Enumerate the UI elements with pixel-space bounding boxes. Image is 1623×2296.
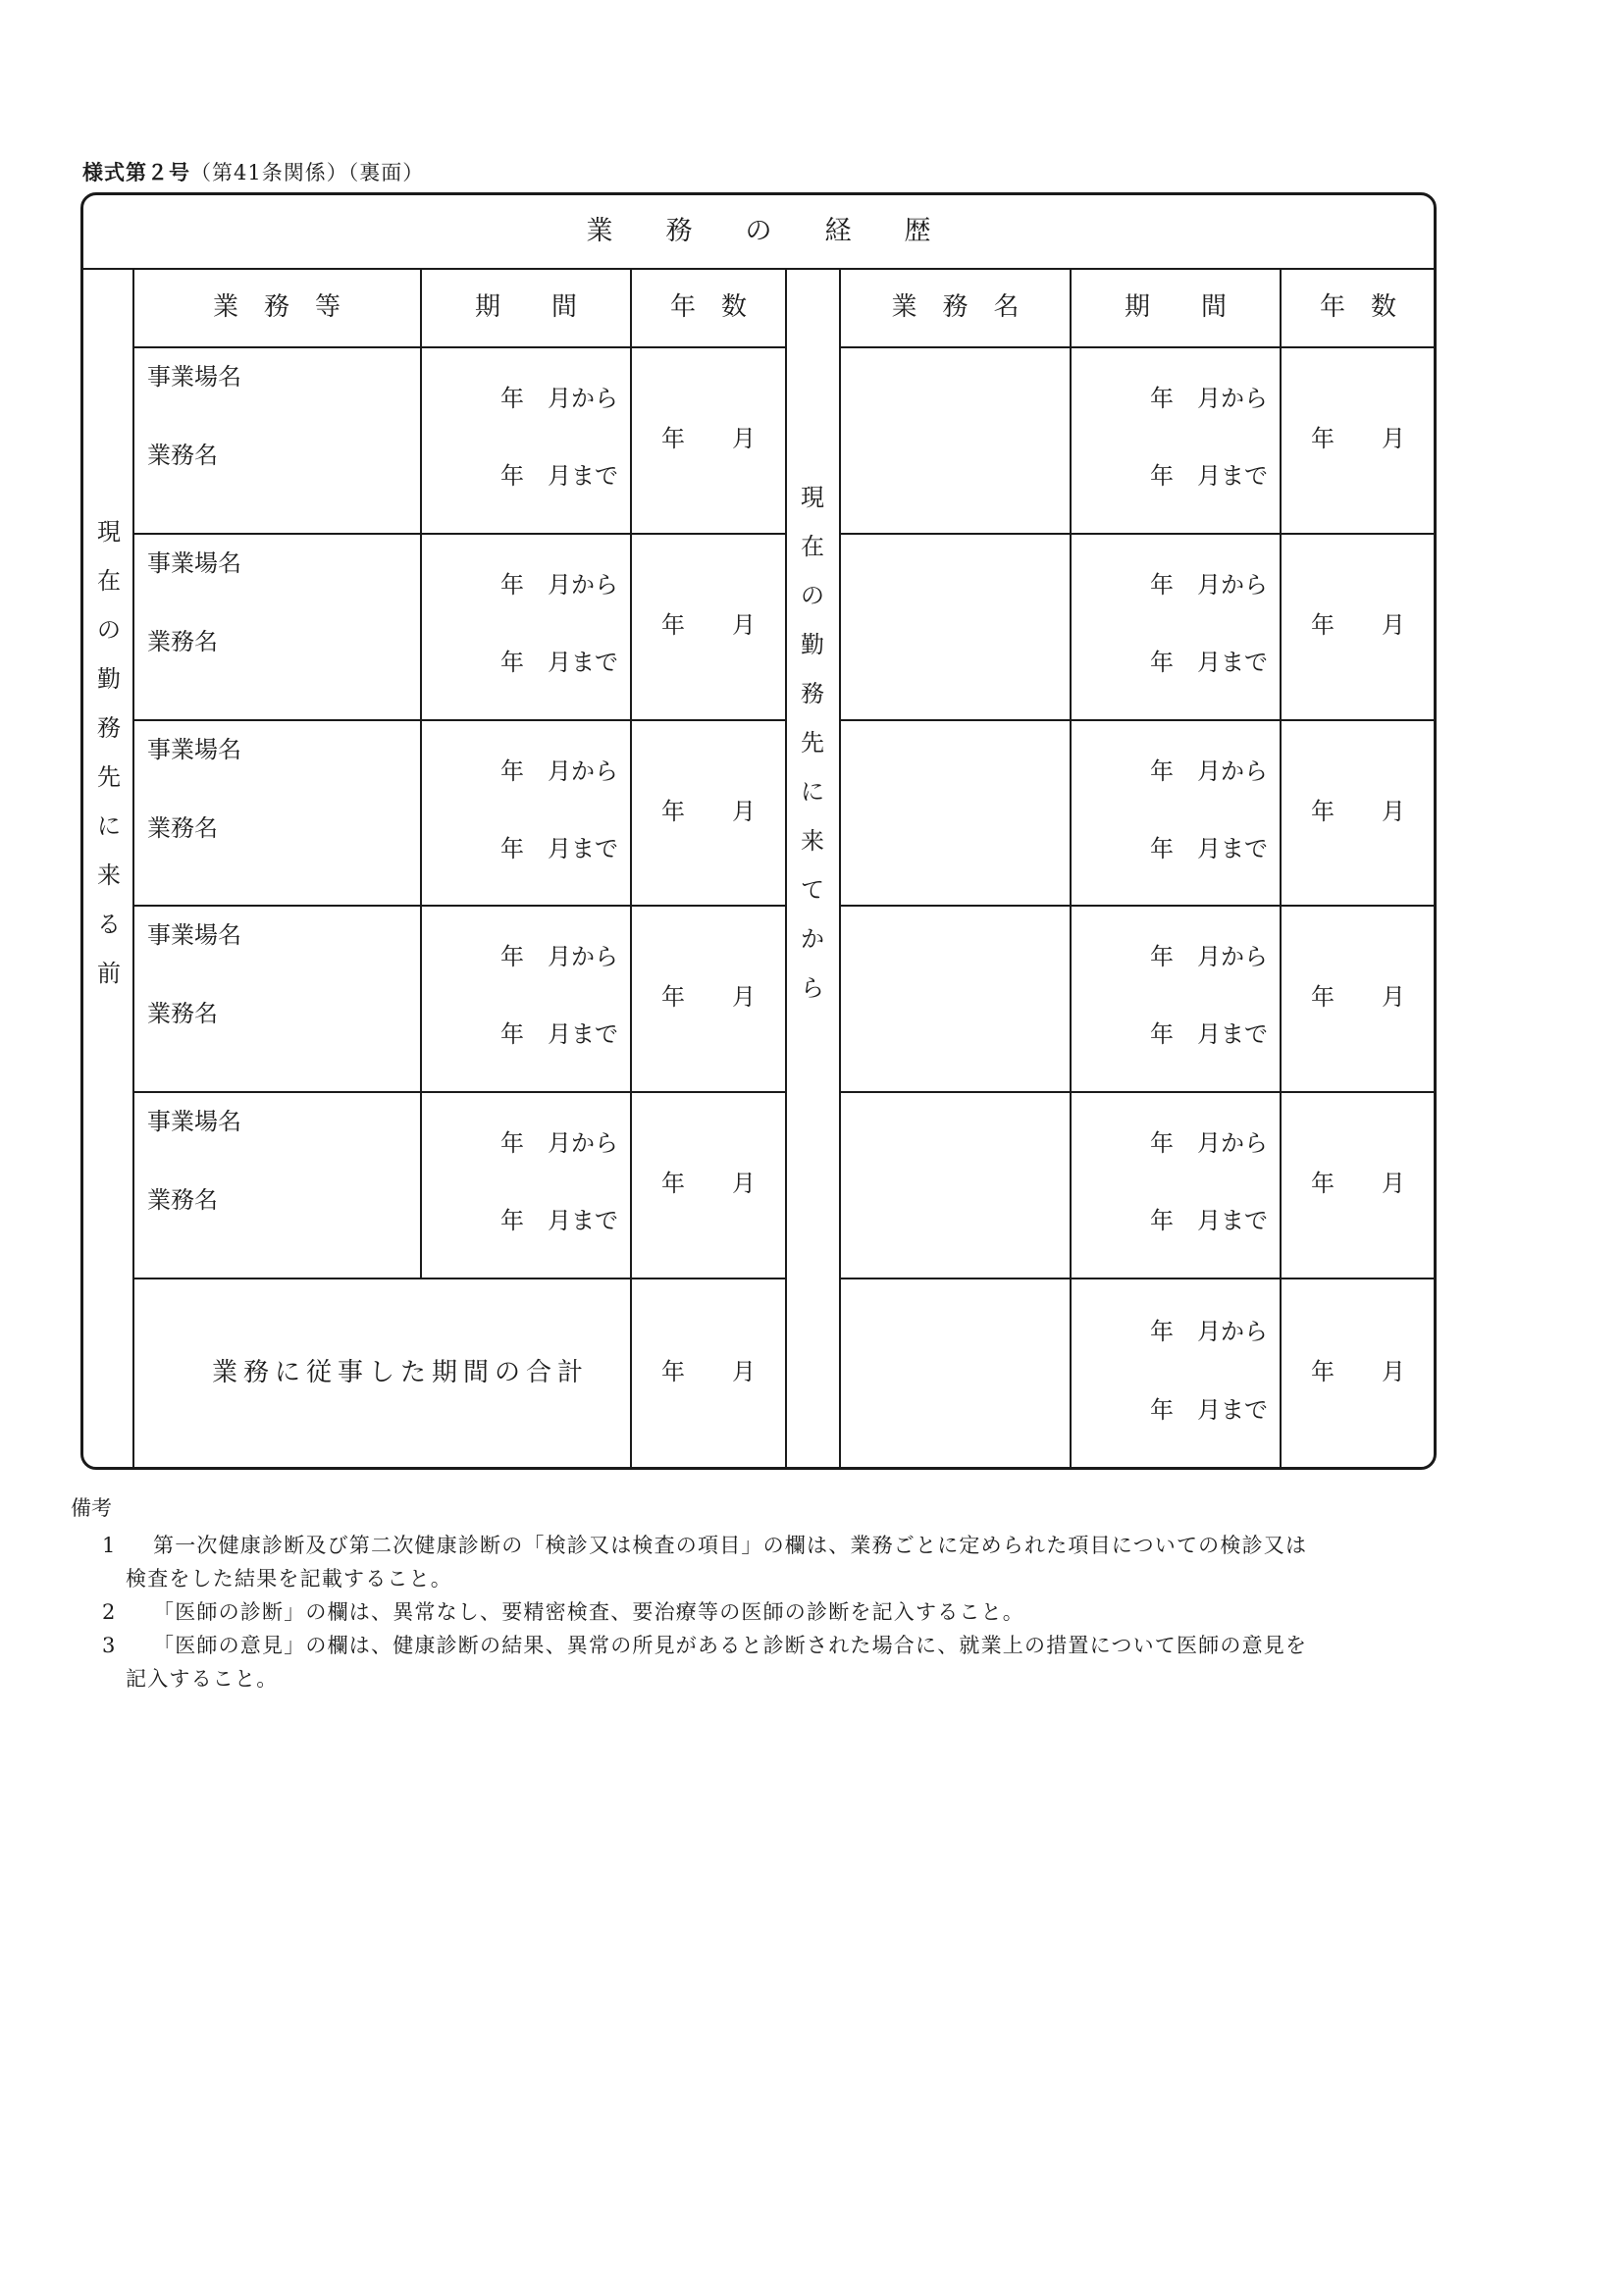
row1-left-period-from: 年 月から <box>500 385 618 412</box>
row-divider-right-3 <box>839 905 1435 907</box>
vchar: に <box>801 778 824 806</box>
row3-left-period-from: 年 月から <box>500 757 618 785</box>
row5-workplace-label: 事業場名 <box>147 1108 241 1135</box>
header-left-period: 期 間 <box>474 292 577 322</box>
title-divider <box>82 268 1435 270</box>
note-2-number: 2 <box>102 1600 116 1624</box>
vchar: 来 <box>801 827 824 855</box>
label-before-current-workplace <box>94 520 124 1011</box>
row5-left-years: 年 月 <box>661 1170 756 1197</box>
row4-right-period-from: 年 月から <box>1150 943 1268 970</box>
row1-workplace-label: 事業場名 <box>147 363 241 391</box>
vchar: 現 <box>801 484 824 511</box>
row5-right-period-to: 年 月まで <box>1150 1207 1268 1234</box>
form-number-label <box>82 157 424 186</box>
row3-workplace-label: 事業場名 <box>147 736 241 763</box>
row1-business-label: 業務名 <box>147 442 218 469</box>
row1-right-period-from: 年 月から <box>1150 385 1268 412</box>
header-right-business: 業 務 名 <box>891 292 1020 322</box>
vchar: る <box>97 911 121 938</box>
row5-right-period-from: 年 月から <box>1150 1129 1268 1157</box>
vchar: 現 <box>97 518 121 546</box>
row-divider-right-5 <box>839 1278 1435 1279</box>
note-1-line-1: 第一次健康診断及び第二次健康診断の「検診又は検査の項目」の欄は、業務ごとに定められた項目についての検診又は <box>153 1534 1308 1557</box>
row5-right-years: 年 月 <box>1311 1170 1405 1197</box>
row4-left-period-to: 年 月まで <box>500 1020 618 1048</box>
row2-workplace-label: 事業場名 <box>147 549 241 577</box>
row3-right-period-from: 年 月から <box>1150 757 1268 785</box>
col-middle-left-divider <box>785 269 787 1468</box>
row3-left-period-to: 年 月まで <box>500 835 618 862</box>
row5-left-period-from: 年 月から <box>500 1129 618 1157</box>
total-left-years: 年 月 <box>661 1358 756 1385</box>
vchar: の <box>97 616 121 644</box>
row2-right-period-to: 年 月まで <box>1150 649 1268 676</box>
vchar: 勤 <box>801 631 824 658</box>
vchar: 在 <box>801 533 824 560</box>
header-right-years: 年 数 <box>1319 292 1396 322</box>
vchar: 来 <box>97 861 121 889</box>
row2-left-period-to: 年 月まで <box>500 649 618 676</box>
col-left-label-divider <box>132 269 134 1468</box>
row1-right-period-to: 年 月まで <box>1150 462 1268 490</box>
row2-business-label: 業務名 <box>147 628 218 655</box>
row3-left-years: 年 月 <box>661 798 756 825</box>
vchar: て <box>801 876 824 904</box>
note-1-number: 1 <box>102 1534 116 1557</box>
vchar: ら <box>801 974 824 1002</box>
row1-left-years: 年 月 <box>661 425 756 452</box>
row-divider-left-3 <box>133 905 785 907</box>
vchar: の <box>801 582 824 609</box>
vchar: か <box>801 925 824 953</box>
vchar: 勤 <box>97 665 121 693</box>
vchar: 先 <box>97 763 121 791</box>
row3-business-label: 業務名 <box>147 814 218 842</box>
row6-right-period-to: 年 月まで <box>1150 1396 1268 1424</box>
vchar: 務 <box>801 680 824 707</box>
notes-heading: 備考 <box>71 1496 112 1520</box>
header-left-years: 年 数 <box>669 292 747 322</box>
row2-left-period-from: 年 月から <box>500 571 618 599</box>
row1-right-years: 年 月 <box>1311 425 1405 452</box>
row-divider-left-5 <box>133 1278 785 1279</box>
row4-right-years: 年 月 <box>1311 983 1405 1011</box>
row3-right-period-to: 年 月まで <box>1150 835 1268 862</box>
row5-business-label: 業務名 <box>147 1186 218 1214</box>
vchar: 務 <box>97 714 121 742</box>
row2-right-years: 年 月 <box>1311 611 1405 639</box>
vchar: 前 <box>97 960 121 987</box>
vchar: 先 <box>801 729 824 757</box>
vchar: に <box>97 812 121 840</box>
table-title: 業 務 の 経 歴 <box>586 216 931 246</box>
vchar: 在 <box>97 567 121 595</box>
row1-left-period-to: 年 月まで <box>500 462 618 490</box>
header-left-business: 業 務 等 <box>212 292 340 322</box>
row-divider-left-2 <box>133 719 785 721</box>
note-3-number: 3 <box>102 1634 116 1657</box>
row4-right-period-to: 年 月まで <box>1150 1020 1268 1048</box>
note-1-line-2: 検査をした結果を記載すること。 <box>126 1567 452 1591</box>
form-number: 様式第２号 <box>82 161 190 184</box>
row-divider-right-1 <box>839 533 1435 535</box>
note-3-line-1: 「医師の意見」の欄は、健康診断の結果、異常の所見があると診断された場合に、就業上の措置について医師の意見を <box>153 1634 1308 1657</box>
row6-right-years: 年 月 <box>1311 1358 1405 1385</box>
label-since-current-workplace <box>798 486 827 1025</box>
row4-left-period-from: 年 月から <box>500 943 618 970</box>
row4-business-label: 業務名 <box>147 1000 218 1027</box>
header-divider-right <box>839 346 1435 348</box>
row5-left-period-to: 年 月まで <box>500 1207 618 1234</box>
row-divider-right-2 <box>839 719 1435 721</box>
note-2-line-1: 「医師の診断」の欄は、異常なし、要精密検査、要治療等の医師の診断を記入すること。 <box>153 1600 1024 1624</box>
row-divider-left-1 <box>133 533 785 535</box>
row4-workplace-label: 事業場名 <box>147 921 241 949</box>
header-divider-left <box>133 346 785 348</box>
total-period-label: 業務に従事した期間の合計 <box>212 1358 590 1387</box>
row6-right-period-from: 年 月から <box>1150 1318 1268 1345</box>
col-right-period-divider <box>1070 269 1072 1468</box>
form-number-suffix: （第41条関係）（裏面） <box>190 161 425 184</box>
row3-right-years: 年 月 <box>1311 798 1405 825</box>
row4-left-years: 年 月 <box>661 983 756 1011</box>
header-right-period: 期 間 <box>1124 292 1227 322</box>
note-3-line-2: 記入すること。 <box>126 1667 279 1691</box>
row2-right-period-from: 年 月から <box>1150 571 1268 599</box>
col-middle-right-divider <box>839 269 841 1468</box>
row2-left-years: 年 月 <box>661 611 756 639</box>
row-divider-left-4 <box>133 1091 785 1093</box>
row-divider-right-4 <box>839 1091 1435 1093</box>
